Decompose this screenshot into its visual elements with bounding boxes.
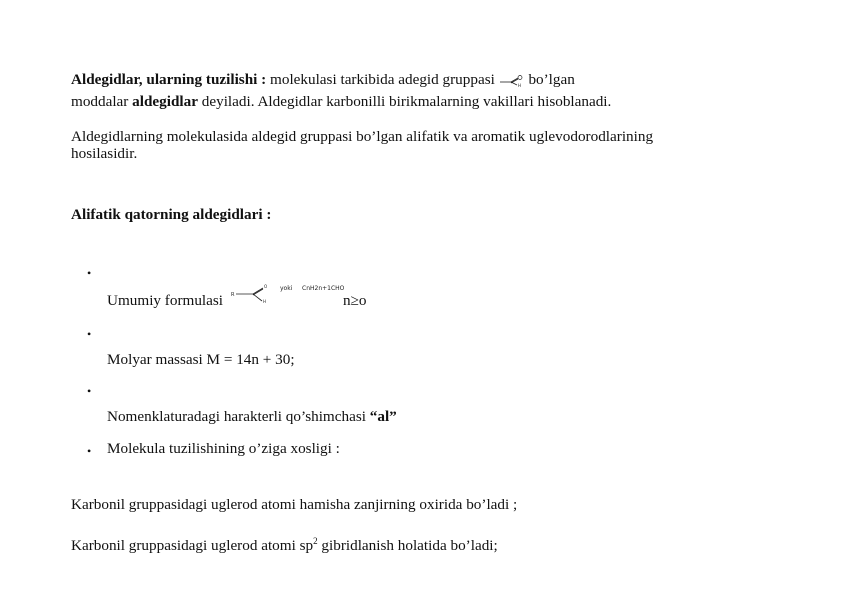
list-item-3-label: Nomenklaturadagi harakterli qo’shimchasi	[107, 408, 370, 425]
aldehyde-group-icon	[499, 74, 525, 88]
intro-line2-pre: moddalar	[71, 93, 133, 110]
formula-general: CnH2n+1CHO	[302, 285, 345, 292]
intro-text-2: bo’lgan	[524, 71, 575, 88]
list-item-1	[107, 292, 223, 310]
list-item-3-bold: “al”	[369, 408, 397, 425]
para2-line-2: hosilasidir.	[71, 145, 138, 162]
svg-text:H: H	[517, 82, 521, 88]
formula-condition: n≥o	[343, 292, 367, 309]
intro-line-1	[71, 71, 575, 89]
bullet-4: •	[87, 444, 92, 458]
intro-line-2	[71, 93, 611, 111]
intro-line2-bold: aldegidlar	[132, 93, 198, 110]
para2-line-1: Aldegidlarning molekulasida aldegid gruppasi bo’lgan alifatik va aromatik uglevodorodlarining	[71, 128, 654, 145]
svg-text:H: H	[263, 299, 267, 304]
aldehyde-formula-icon	[231, 282, 275, 304]
closing-line-2	[71, 532, 498, 555]
intro-text-1: molekulasi tarkibida adegid gruppasi	[266, 71, 495, 88]
list-item-4: Molekula tuzilishining o’ziga xosligi :	[107, 440, 340, 457]
svg-text:R: R	[231, 292, 235, 298]
list-item-1-label: Umumiy formulasi	[107, 292, 224, 309]
formula-yoki: yoki	[280, 285, 293, 292]
closing-line2-post: gibridlanish holatida bo’ladi;	[317, 537, 498, 555]
intro-heading: Aldegidlar, ularning tuzilishi :	[71, 71, 267, 88]
bullet-1: •	[87, 266, 92, 280]
section-title: Alifatik qatorning aldegidlari :	[71, 206, 272, 223]
intro-line2-post: deyiladi. Aldegidlar karbonilli birikmalarning vakillari hisoblanadi.	[197, 93, 612, 110]
closing-line-1: Karbonil gruppasidagi uglerod atomi hamisha zanjirning oxirida bo’ladi ;	[71, 496, 518, 513]
list-item-3	[107, 408, 397, 426]
bullet-2: •	[87, 327, 92, 341]
svg-text:O: O	[264, 284, 268, 289]
closing-line2-pre: Karbonil gruppasidagi uglerod atomi sp	[71, 537, 314, 555]
bullet-3: •	[87, 384, 92, 398]
closing-line2-sup: 2	[313, 536, 318, 546]
list-item-2: Molyar massasi M = 14n + 30;	[107, 351, 295, 368]
